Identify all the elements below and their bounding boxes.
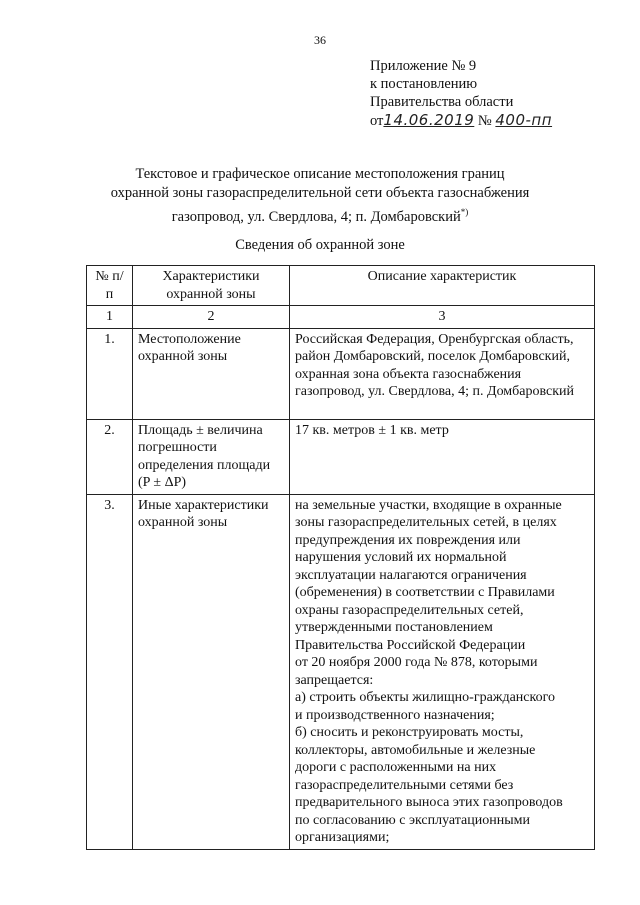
description-line: газораспределительными сетями без bbox=[295, 777, 514, 793]
row-description: 17 кв. метров ± 1 кв. метр bbox=[290, 419, 595, 494]
description-line: нарушения условий их нормальной bbox=[295, 550, 507, 565]
row-characteristic: Иные характеристики охранной зоны bbox=[133, 494, 290, 849]
description-line: б) сносить и реконструировать мосты, bbox=[295, 725, 524, 740]
description-line: от 20 ноября 2000 года № 878, которыми bbox=[295, 655, 538, 670]
column-number: 2 bbox=[133, 306, 290, 329]
title-line-3-text: газопровод, ул. Свердлова, 4; п. Домбаровский bbox=[171, 208, 461, 225]
appendix-block bbox=[370, 57, 552, 130]
handwritten-number: 400-пп bbox=[495, 111, 553, 129]
row-number: 3. bbox=[87, 494, 133, 849]
description-line: а) строить объекты жилищно-гражданского bbox=[295, 690, 555, 705]
table-header-row bbox=[87, 266, 595, 306]
handwritten-date: 14.06.2019 bbox=[383, 111, 475, 129]
table-row bbox=[87, 494, 595, 849]
description-line: по согласованию с эксплуатационными bbox=[295, 812, 530, 828]
description-line: коллекторы, автомобильные и железные bbox=[295, 742, 536, 758]
document-title bbox=[0, 165, 640, 227]
appendix-line-1: Приложение № 9 bbox=[370, 58, 477, 74]
description-line: организациями; bbox=[295, 830, 390, 845]
description-line: на земельные участки, входящие в охранные bbox=[295, 497, 562, 513]
header-number: № п/п bbox=[87, 266, 133, 306]
page-number: 36 bbox=[314, 33, 326, 47]
header-description: Описание характеристик bbox=[290, 266, 595, 306]
title-line-1: Текстовое и графическое описание местоположения границ bbox=[135, 166, 505, 182]
row-description: Российская Федерация, Оренбургская область, район Домбаровский, поселок Домбаровский, охранная зона объекта газоснабжения газопровод, ул. Свердлова, 4; п. Домбаровский bbox=[290, 328, 595, 419]
column-number: 1 bbox=[87, 306, 133, 329]
appendix-line-3: Правительства области bbox=[370, 94, 514, 110]
column-number: 3 bbox=[290, 306, 595, 329]
protection-zone-table bbox=[86, 265, 595, 850]
title-line-2: охранной зоны газораспределительной сети объекта газоснабжения bbox=[110, 185, 530, 201]
description-line: Правительства Российской Федерации bbox=[295, 637, 526, 653]
row-description bbox=[290, 494, 595, 849]
description-line: охраны газораспределительных сетей, bbox=[295, 602, 524, 618]
row-characteristic: Площадь ± величина погрешности определения площади (P ± ΔP) bbox=[133, 419, 290, 494]
table-row bbox=[87, 419, 595, 494]
description-line: запрещается: bbox=[295, 672, 374, 688]
description-line: зоны газораспределительных сетей, в целях bbox=[295, 515, 557, 530]
description-line: утвержденными постановлением bbox=[295, 620, 493, 635]
date-prefix: от bbox=[370, 113, 384, 129]
row-number: 2. bbox=[87, 419, 133, 494]
row-characteristic: Местоположение охранной зоны bbox=[133, 328, 290, 419]
description-line: предварительного выноса этих газопроводов bbox=[295, 795, 563, 810]
section-subtitle: Сведения об охранной зоне bbox=[235, 237, 405, 253]
title-line-3 bbox=[0, 203, 640, 227]
description-line: (обременения) в соответствии с Правилами bbox=[295, 585, 555, 600]
description-line: дороги с расположенными на них bbox=[295, 760, 497, 775]
description-line: предупреждения их повреждения или bbox=[295, 532, 521, 548]
footnote-mark: *) bbox=[460, 207, 469, 217]
description-line: эксплуатации налагаются ограничения bbox=[295, 567, 527, 583]
appendix-line-2: к постановлению bbox=[370, 76, 478, 92]
description-line: и производственного назначения; bbox=[295, 707, 495, 723]
appendix-date-line bbox=[370, 111, 552, 130]
column-number-row bbox=[87, 306, 595, 329]
header-characteristics: Характеристики охранной зоны bbox=[133, 266, 290, 306]
row-number: 1. bbox=[87, 328, 133, 419]
table-row bbox=[87, 328, 595, 419]
number-label: № bbox=[477, 113, 492, 129]
